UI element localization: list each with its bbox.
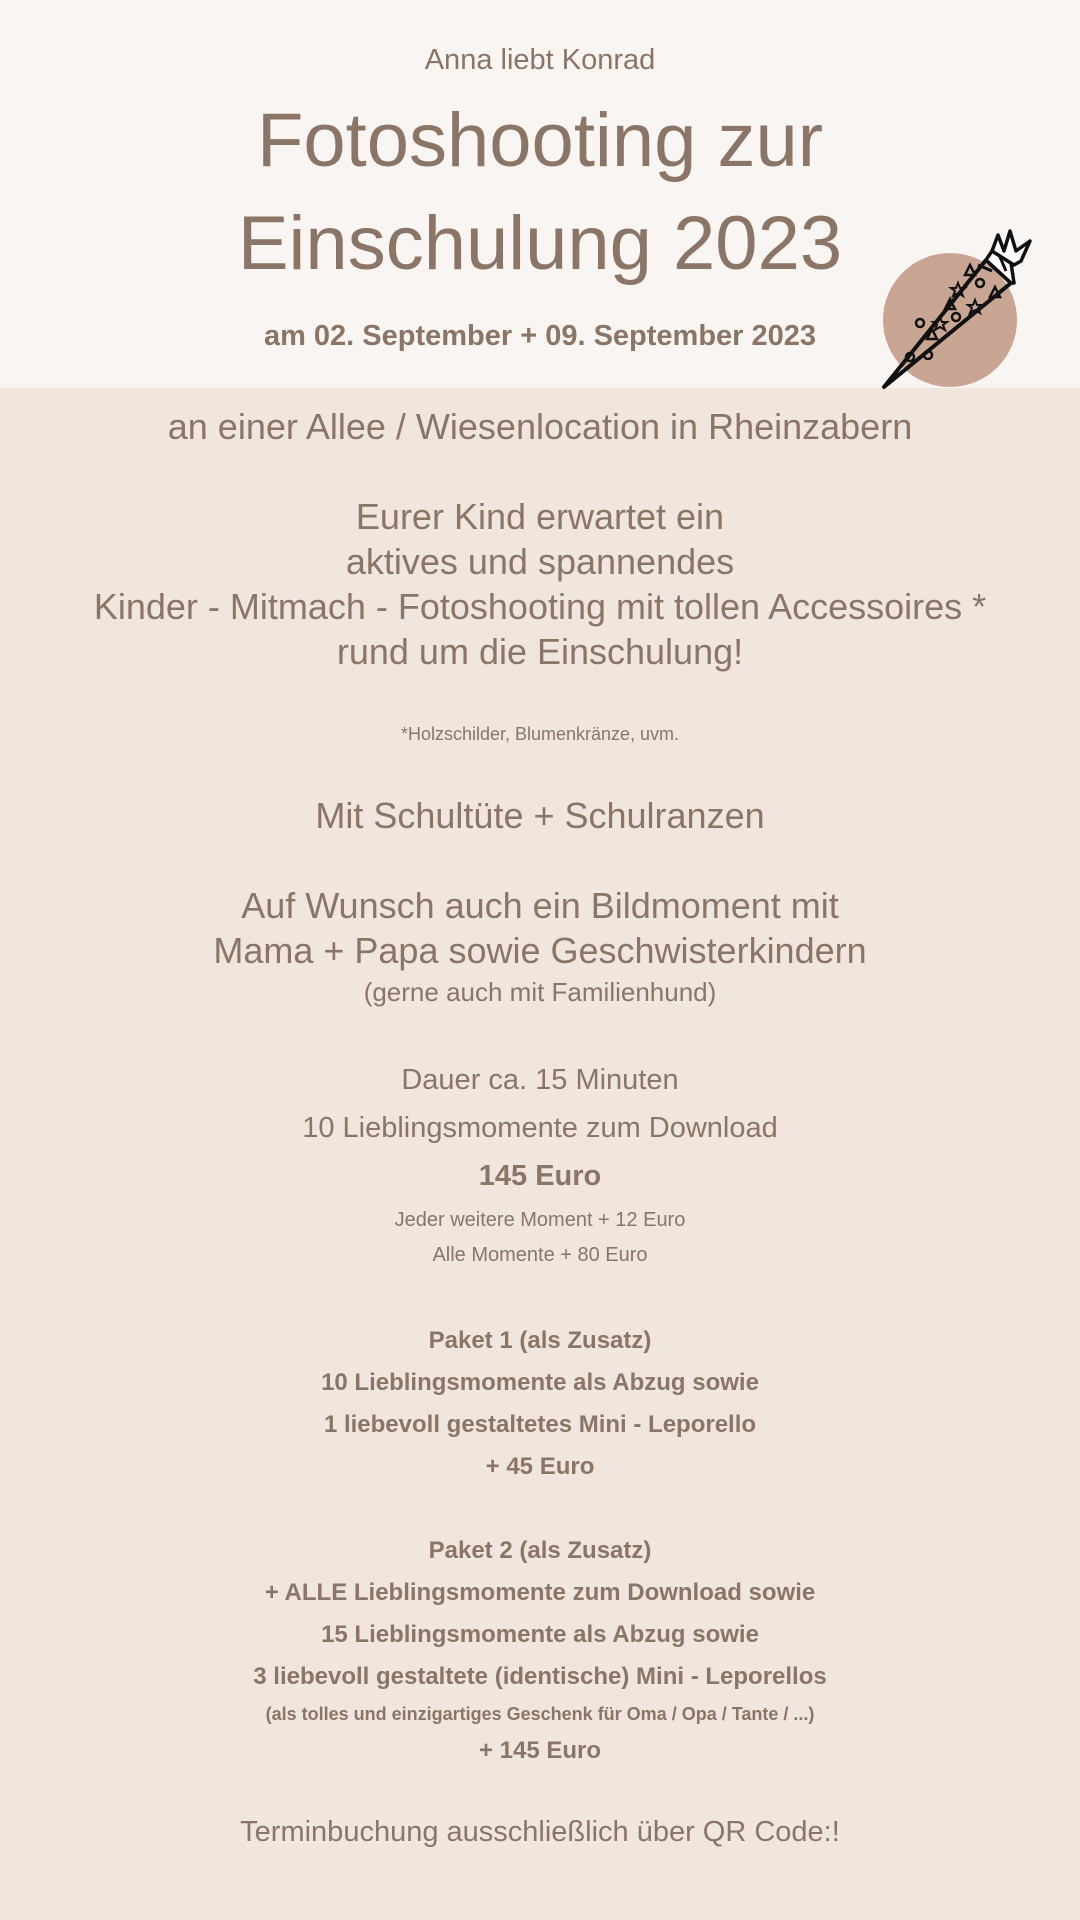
intro-line4: rund um die Einschulung! <box>336 631 744 672</box>
family-line2: Mama + Papa sowie Geschwisterkindern <box>213 930 867 971</box>
accessories-footnote: *Holzschilder, Blumenkränze, uvm. <box>400 724 680 744</box>
brand-name: Anna liebt Konrad <box>424 44 656 76</box>
package2-note: (als tolles und einzigartiges Geschenk für Oma / Opa / Tante / ...) <box>265 1704 815 1724</box>
package2-line2: 15 Lieblingsmomente als Abzug sowie <box>321 1621 759 1648</box>
package2-line1: + ALLE Lieblingsmomente zum Download sowie <box>264 1579 816 1606</box>
family-line1: Auf Wunsch auch ein Bildmoment mit <box>241 885 839 926</box>
extra-moment-price: Jeder weitere Moment + 12 Euro <box>394 1209 686 1231</box>
page-title-line2: Einschulung 2023 <box>237 201 843 286</box>
package2-line3: 3 liebevoll gestaltete (identische) Mini - Leporellos <box>253 1663 827 1690</box>
base-price: 145 Euro <box>478 1160 602 1192</box>
date-line: am 02. September + 09. September 2023 <box>263 320 817 352</box>
package1-title: Paket 1 (als Zusatz) <box>428 1327 652 1354</box>
intro-line1: Eurer Kind erwartet ein <box>355 496 725 537</box>
downloads-line: 10 Lieblingsmomente zum Download <box>302 1112 778 1144</box>
all-moments-price: Alle Momente + 80 Euro <box>432 1244 648 1266</box>
package2-price: + 145 Euro <box>478 1737 602 1764</box>
package1-line2: 1 liebevoll gestaltetes Mini - Leporello <box>323 1411 757 1438</box>
intro-line2: aktives und spannendes <box>345 541 735 582</box>
location-line: an einer Allee / Wiesenlocation in Rheinzabern <box>167 406 913 447</box>
school-cone-icon <box>880 205 1050 390</box>
package1-price: + 45 Euro <box>485 1453 595 1480</box>
family-line3: (gerne auch mit Familienhund) <box>363 977 717 1007</box>
duration-line: Dauer ca. 15 Minuten <box>401 1064 679 1096</box>
intro-line3: Kinder - Mitmach - Fotoshooting mit tollen Accessoires * <box>93 586 987 627</box>
package2-title: Paket 2 (als Zusatz) <box>428 1537 652 1564</box>
booking-line: Terminbuchung ausschließlich über QR Code:! <box>240 1816 840 1848</box>
page-title-line1: Fotoshooting zur <box>256 98 824 183</box>
package1-line1: 10 Lieblingsmomente als Abzug sowie <box>321 1369 759 1396</box>
props-line: Mit Schultüte + Schulranzen <box>315 795 765 836</box>
